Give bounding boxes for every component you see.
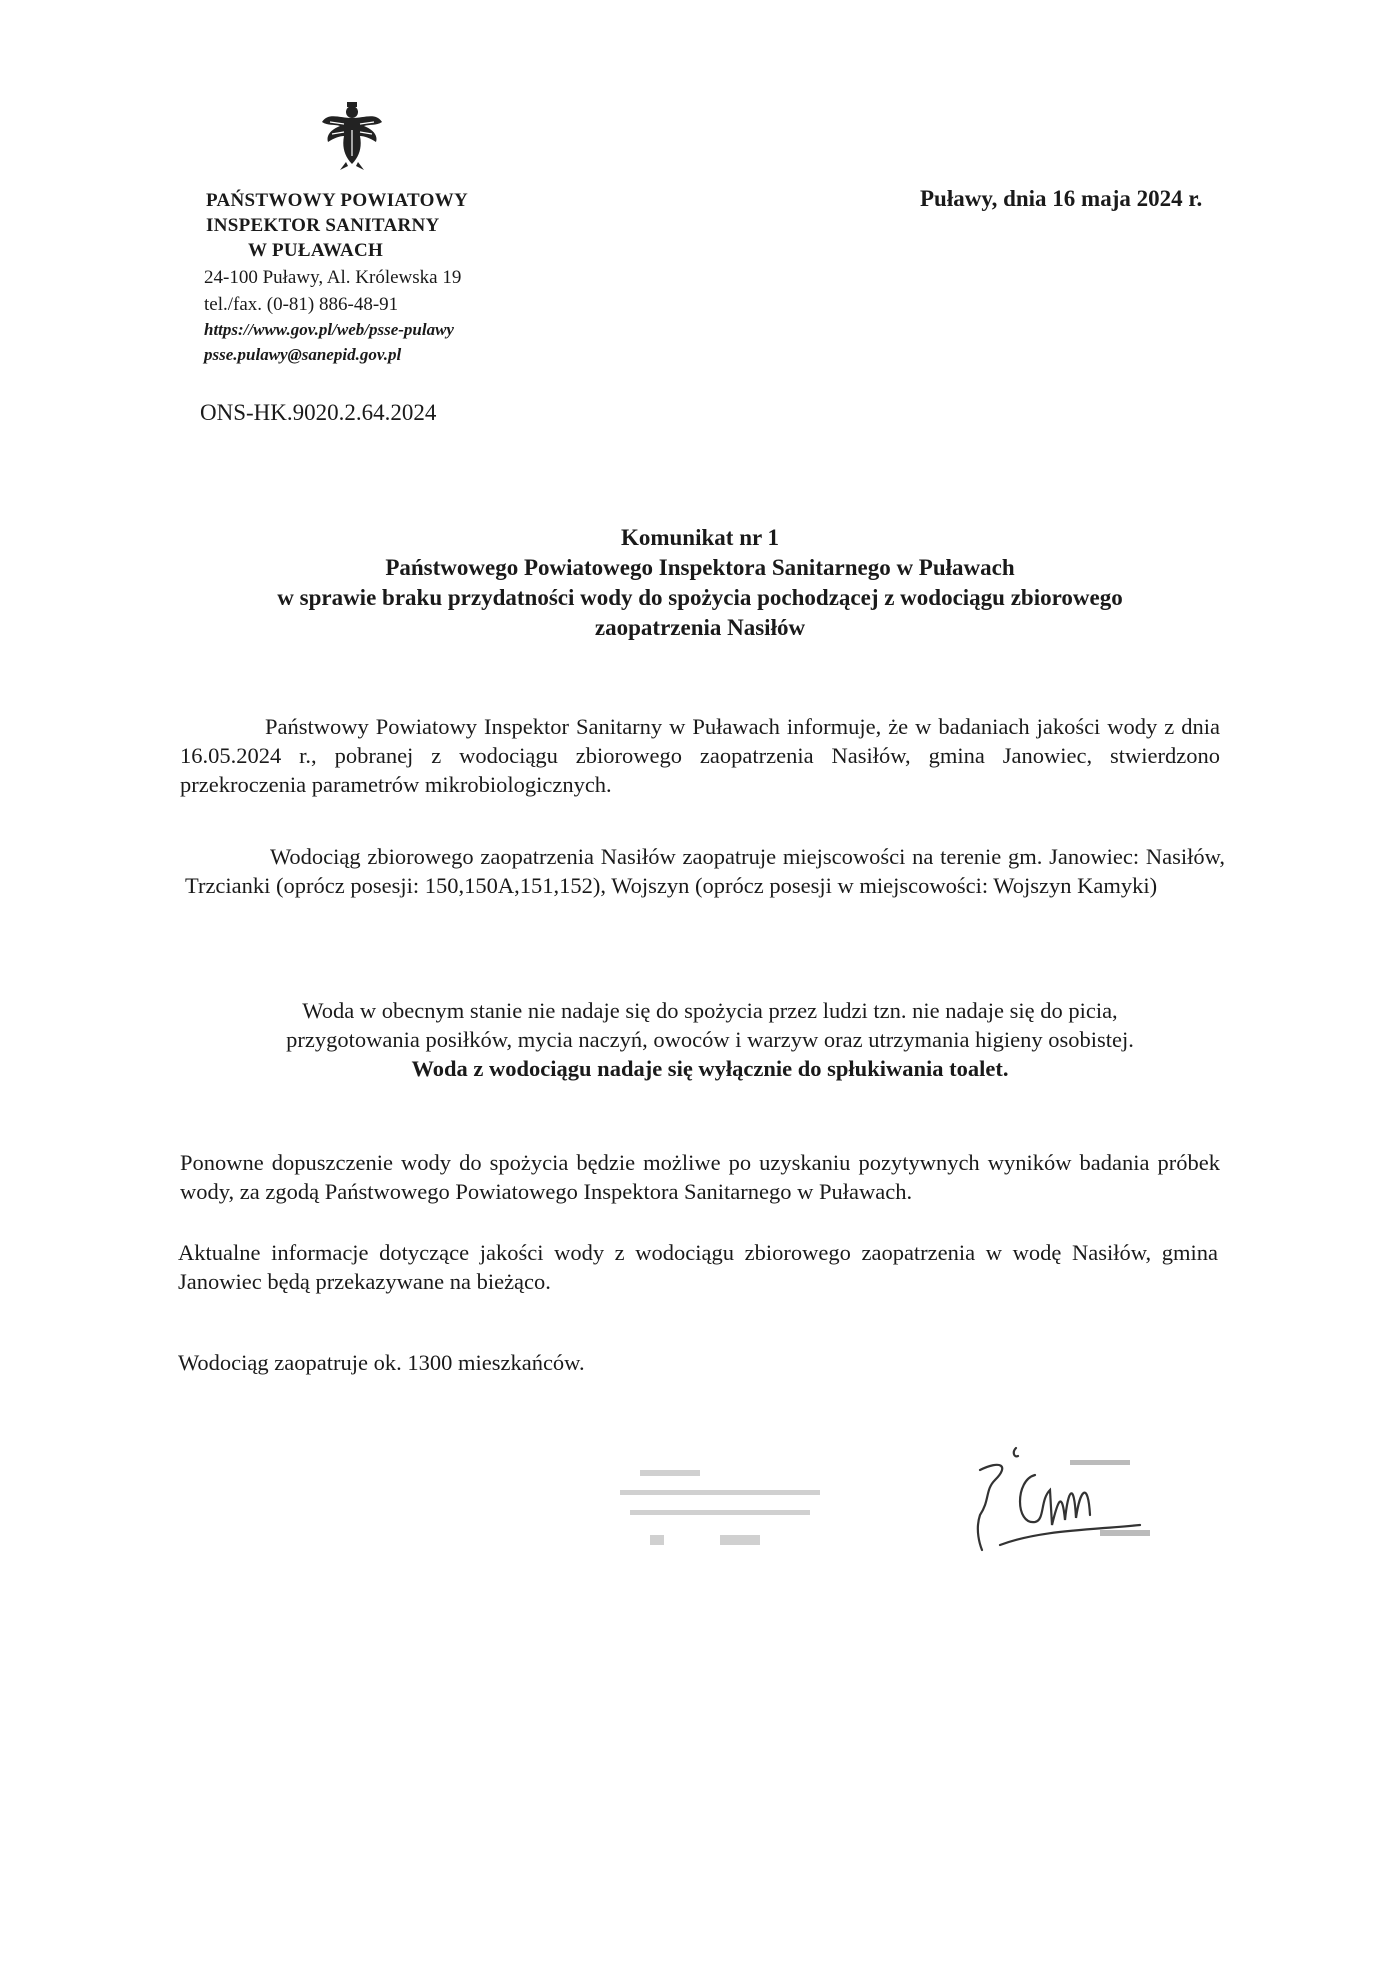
- document-title: [150, 523, 1250, 643]
- website-link[interactable]: https://www.gov.pl/web/psse-pulawy: [204, 320, 454, 339]
- sender-block: [170, 188, 510, 367]
- phone: tel./fax. (0-81) 886-48-91: [204, 294, 399, 315]
- warning-emphasis: Woda z wodociągu nadaje się wyłącznie do spłukiwania toalet.: [411, 1056, 1009, 1081]
- paragraph-readmission: Ponowne dopuszczenie wody do spożycia będzie możliwe po uzyskaniu pozytywnych wyników badania próbek wody, za zgodą Państwowego Powiatowego Inspektora Sanitarnego w Puławach.: [180, 1150, 1220, 1204]
- warning-line: przygotowania posiłków, mycia naczyń, owoców i warzyw oraz utrzymania higieny osobistej.: [286, 1027, 1134, 1052]
- paragraph-updates: Aktualne informacje dotyczące jakości wody z wodociągu zbiorowego zaopatrzenia w wodę Nasiłów, gmina Janowiec będą przekazywane na bieżąco.: [178, 1240, 1218, 1294]
- paragraph-findings: Państwowy Powiatowy Inspektor Sanitarny w Puławach informuje, że w badaniach jakości wody z dnia 16.05.2024 r., pobranej z wodociągu zbiorowego zaopatrzenia Nasiłów, gmina Janowiec, stwierdzono przekroczenia parametrów mikrobiologicznych.: [180, 714, 1220, 797]
- address: 24-100 Puławy, Al. Królewska 19: [204, 267, 462, 288]
- document-date: Puławy, dnia 16 maja 2024 r.: [920, 186, 1203, 211]
- eagle-emblem-icon: [320, 100, 384, 172]
- title-line: Państwowego Powiatowego Inspektora Sanitarnego w Puławach: [385, 555, 1015, 580]
- warning-line: Woda w obecnym stanie nie nadaje się do spożycia przez ludzi tzn. nie nadaje się do picia,: [302, 998, 1118, 1023]
- institution-name: [170, 188, 510, 263]
- institution-line: INSPEKTOR SANITARNY: [206, 215, 440, 236]
- title-line: zaopatrzenia Nasiłów: [594, 615, 806, 640]
- paragraph-warning: [180, 996, 1240, 1083]
- email-link[interactable]: psse.pulawy@sanepid.gov.pl: [204, 345, 402, 364]
- title-line: w sprawie braku przydatności wody do spożycia pochodzącej z wodociągu zbiorowego: [277, 585, 1123, 610]
- institution-line: PAŃSTWOWY POWIATOWY: [206, 190, 469, 211]
- paragraph-residents: Wodociąg zaopatruje ok. 1300 mieszkańców.: [178, 1350, 585, 1375]
- title-line: Komunikat nr 1: [620, 525, 780, 550]
- paragraph-coverage: Wodociąg zbiorowego zaopatrzenia Nasiłów zaopatruje miejscowości na terenie gm. Janowiec: Nasiłów, Trzcianki (oprócz posesji: 150,150A,151,152), Wojszyn (oprócz posesji w miejscowości: Wojszyn Kamyki): [185, 844, 1225, 898]
- faded-stamp: [600, 1450, 900, 1570]
- institution-line: W PUŁAWACH: [248, 240, 384, 261]
- reference-number: ONS-HK.9020.2.64.2024: [200, 400, 437, 425]
- handwritten-signature: [940, 1430, 1180, 1580]
